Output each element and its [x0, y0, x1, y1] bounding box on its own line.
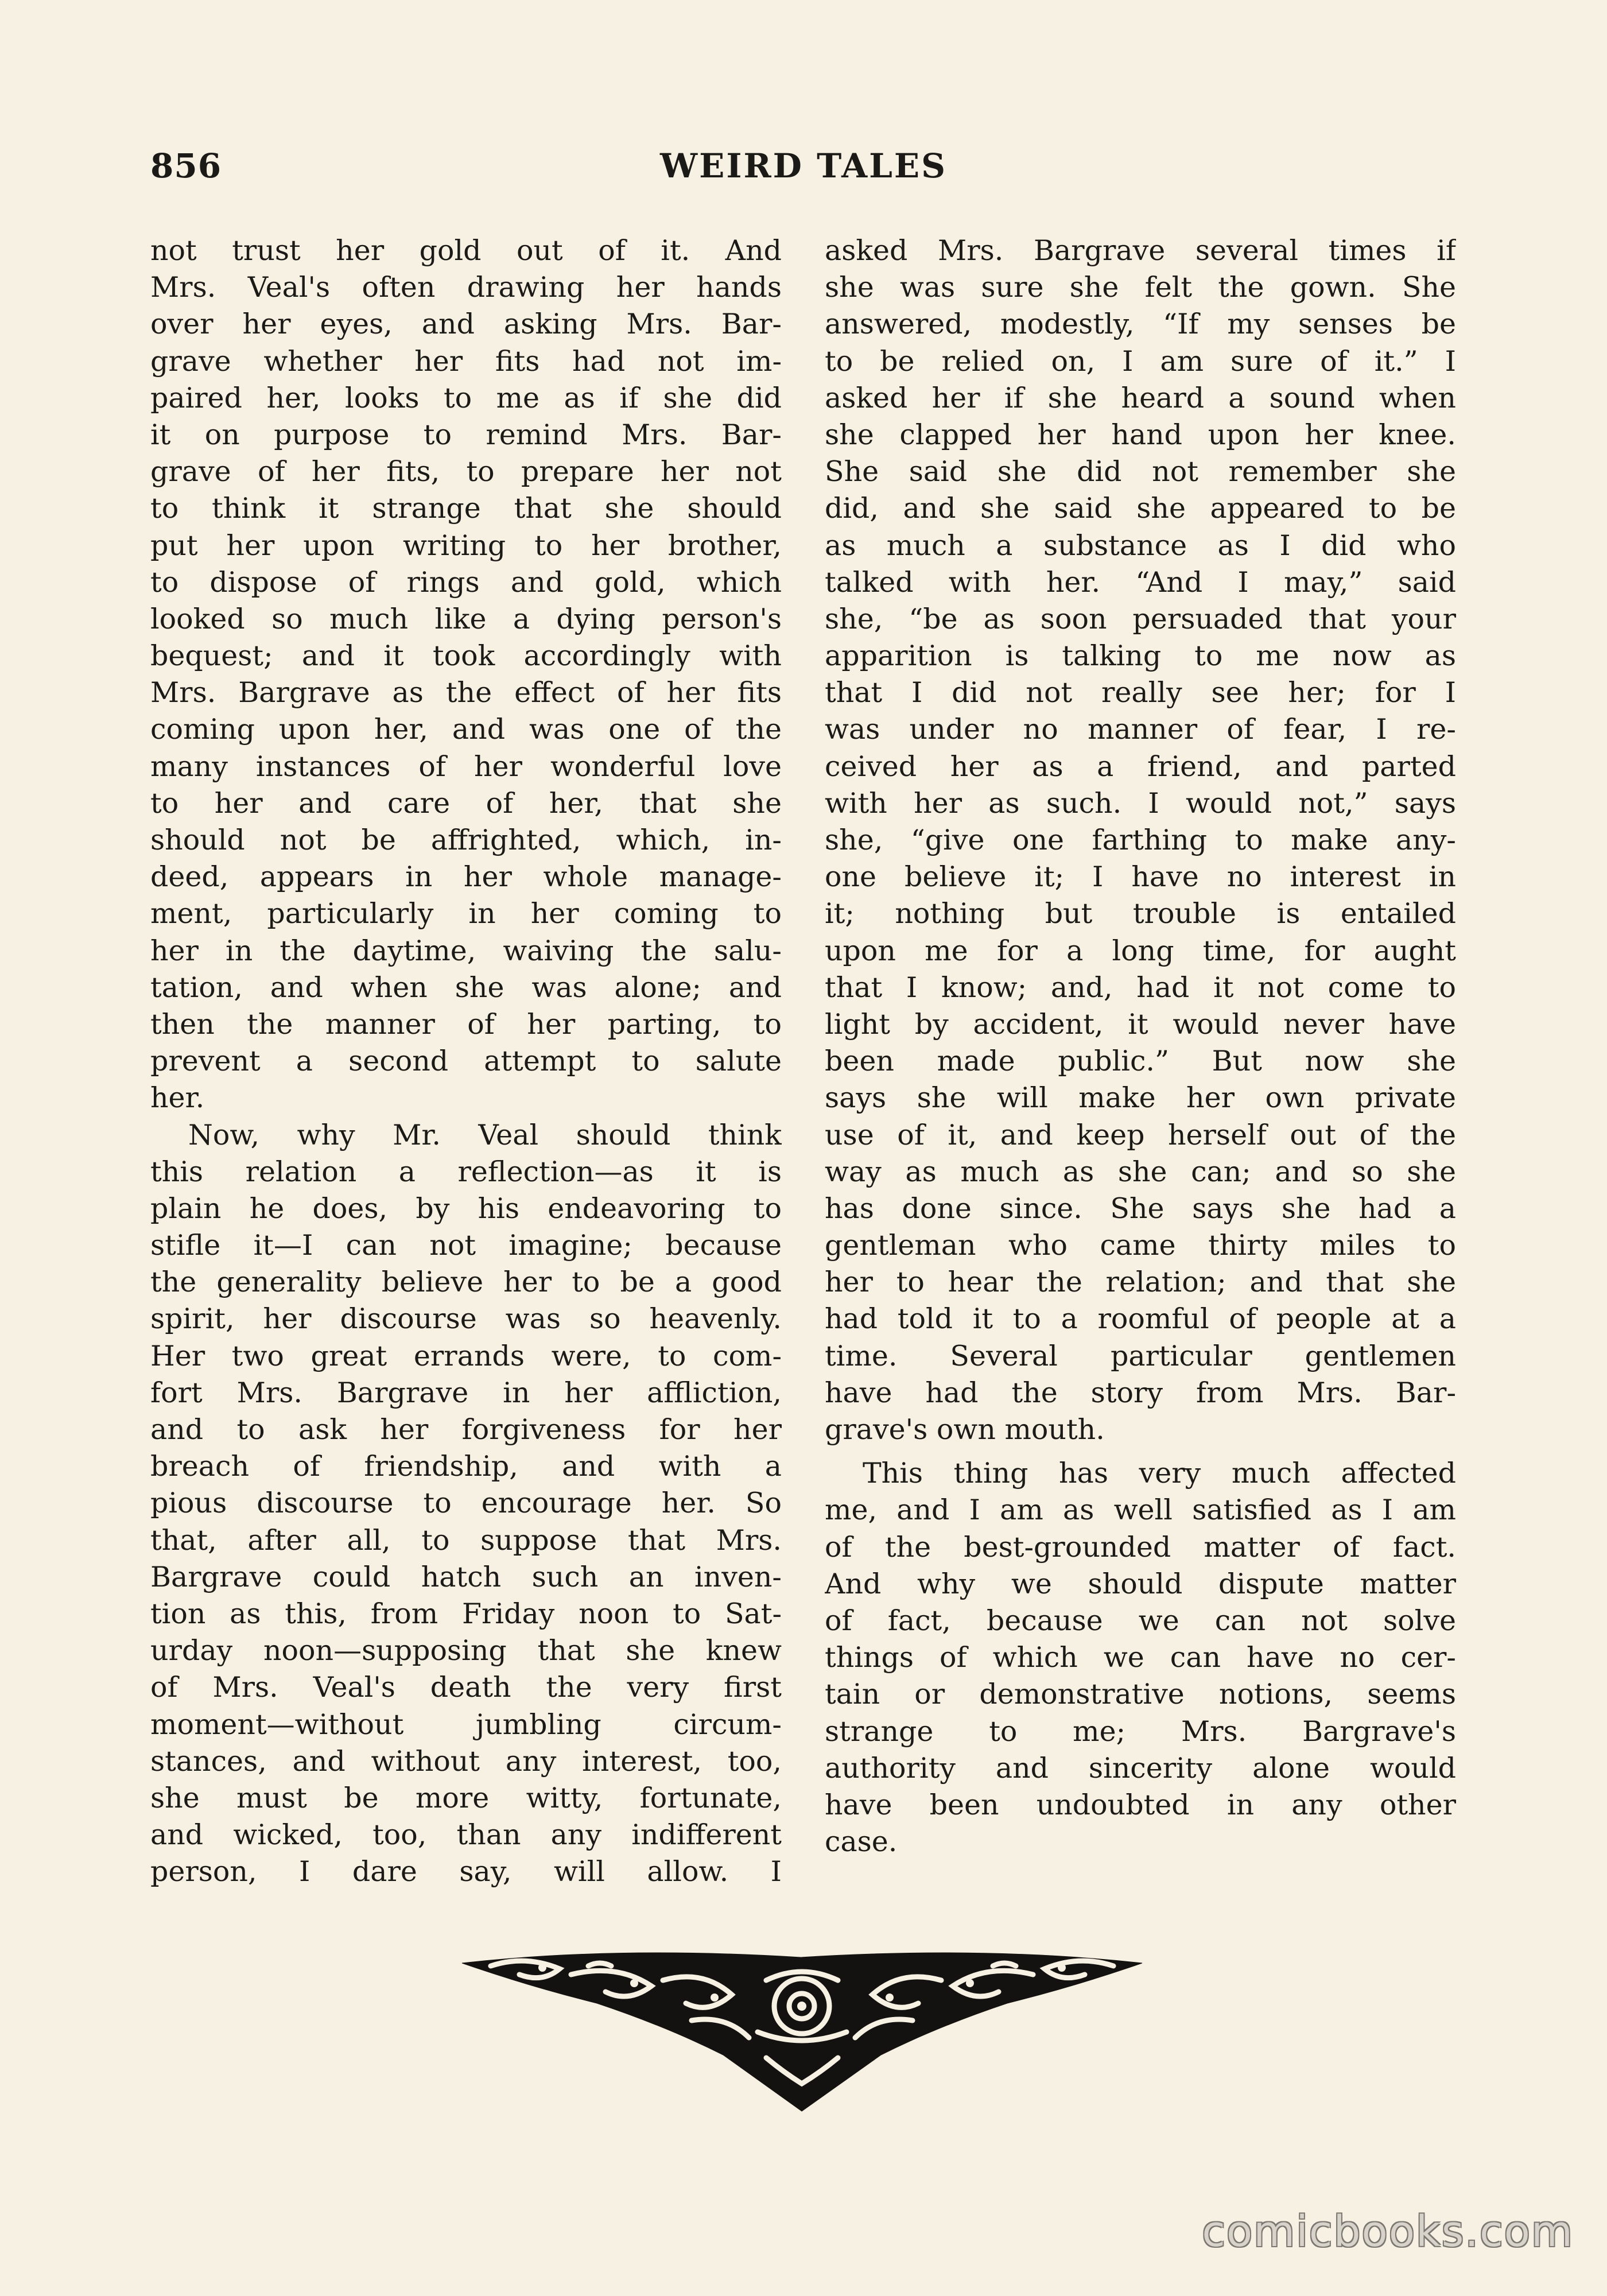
right-column	[825, 232, 1456, 1860]
text-line: grave of her fits, to prepare her not	[150, 455, 782, 488]
text-line: me, and I am as well satisfied as I am	[825, 1494, 1456, 1527]
text-line: tation, and when she was alone; and	[150, 971, 782, 1004]
text-line: Mrs. Veal's often drawing her hands	[150, 271, 782, 304]
text-line: of fact, because we can not solve	[825, 1604, 1456, 1637]
text-line: talked with her. “And I may,” said	[825, 565, 1456, 599]
text-line: case.	[825, 1825, 898, 1859]
text-line: things of which we can have no cer-	[825, 1641, 1456, 1674]
text-line: And why we should dispute matter	[825, 1567, 1456, 1600]
text-line: answered, modestly, “If my senses be	[825, 308, 1456, 341]
text-line: asked her if she heard a sound when	[825, 381, 1456, 414]
text-line: urday noon—supposing that she knew	[150, 1634, 782, 1667]
text-line: coming upon her, and was one of the	[150, 713, 782, 746]
text-line: to her and care of her, that she	[150, 786, 782, 820]
text-line: tain or demonstrative notions, seems	[825, 1678, 1456, 1711]
text-line: stifle it—I can not imagine; because	[150, 1229, 782, 1262]
text-line: did, and she said she appeared to be	[825, 492, 1456, 525]
text-line: deed, appears in her whole manage-	[150, 860, 782, 894]
text-line: and wicked, too, than any indifferent	[150, 1818, 782, 1852]
watermark-text: comicbooks.com	[1202, 2207, 1574, 2256]
text-line: moment—without jumbling circum-	[150, 1708, 782, 1741]
text-line: was under no manner of fear, I re-	[825, 713, 1456, 746]
text-line: use of it, and keep herself out of the	[825, 1118, 1456, 1151]
text-line: she must be more witty, fortunate,	[150, 1781, 782, 1814]
text-line: apparition is talking to me now as	[825, 639, 1456, 673]
text-line: have been undoubted in any other	[825, 1788, 1456, 1821]
text-line: to dispose of rings and gold, which	[150, 565, 782, 599]
text-line: her to hear the relation; and that she	[825, 1266, 1456, 1299]
text-line: breach of friendship, and with a	[150, 1450, 782, 1483]
text-line: should not be affrighted, which, in-	[150, 824, 782, 856]
text-line: to be relied on, I am sure of it.” I	[825, 344, 1456, 378]
text-line: Bargrave could hatch such an inven-	[150, 1560, 782, 1593]
text-line: says she will make her own private	[825, 1081, 1456, 1115]
text-line: that, after all, to suppose that Mrs.	[150, 1523, 782, 1557]
text-line: strange to me; Mrs. Bargrave's	[825, 1715, 1456, 1748]
text-line: paired her, looks to me as if she did	[150, 381, 782, 414]
text-line: the generality believe her to be a good	[150, 1266, 782, 1299]
text-line: not trust her gold out of it. And	[150, 234, 782, 267]
text-line: her.	[150, 1081, 205, 1115]
text-line: put her upon writing to her brother,	[150, 529, 782, 562]
text-line: stances, and without any interest, too,	[150, 1744, 782, 1778]
text-line: of the best-grounded matter of fact.	[825, 1530, 1456, 1564]
text-line: this relation a reflection—as it is	[150, 1155, 782, 1188]
left-column	[150, 232, 782, 1890]
text-line: her in the daytime, waiving the salu-	[150, 934, 782, 967]
text-line: many instances of her wonderful love	[150, 750, 782, 783]
paragraph-gap	[825, 1448, 1456, 1455]
page-number: 856	[150, 146, 222, 185]
floral-tailpiece-icon	[445, 1940, 1159, 2115]
running-title: WEIRD TALES	[659, 146, 948, 185]
text-line: fort Mrs. Bargrave in her affliction,	[150, 1376, 782, 1409]
text-line: she was sure she felt the gown. She	[825, 271, 1456, 304]
text-line: that I know; and, had it not come to	[825, 971, 1456, 1004]
text-line: time. Several particular gentlemen	[825, 1339, 1456, 1372]
text-line: it on purpose to remind Mrs. Bar-	[150, 418, 782, 451]
text-line: she clapped her hand upon her knee.	[825, 418, 1456, 451]
text-line: she, “be as soon persuaded that your	[825, 602, 1456, 635]
text-line: had told it to a roomful of people at a	[825, 1302, 1456, 1336]
text-line: it; nothing but trouble is entailed	[825, 897, 1456, 930]
text-line: grave whether her fits had not im-	[150, 344, 782, 378]
text-line: spirit, her discourse was so heavenly.	[150, 1302, 782, 1336]
text-line: with her as such. I would not,” says	[825, 786, 1456, 820]
text-line: upon me for a long time, for aught	[825, 934, 1456, 967]
text-line: Her two great errands were, to com-	[150, 1339, 782, 1372]
text-line: light by accident, it would never have	[825, 1007, 1456, 1041]
text-line: then the manner of her parting, to	[150, 1007, 782, 1041]
text-line: of Mrs. Veal's death the very first	[150, 1671, 782, 1704]
text-line: been made public.” But now she	[825, 1045, 1456, 1078]
text-line: pious discourse to encourage her. So	[150, 1487, 782, 1520]
text-line: to think it strange that she should	[150, 492, 782, 525]
text-line: plain he does, by his endeavoring to	[150, 1192, 782, 1225]
text-line: she, “give one farthing to make any-	[825, 824, 1456, 856]
text-line: gentleman who came thirty miles to	[825, 1229, 1456, 1262]
paragraph-start-line: Now, why Mr. Veal should think	[188, 1118, 782, 1151]
text-line: ceived her as a friend, and parted	[825, 750, 1456, 783]
text-line: way as much as she can; and so she	[825, 1155, 1456, 1188]
text-line: She said she did not remember she	[825, 455, 1456, 488]
text-line: bequest; and it took accordingly with	[150, 639, 782, 673]
text-line: and to ask her forgiveness for her	[150, 1413, 782, 1446]
text-line: tion as this, from Friday noon to Sat-	[150, 1597, 782, 1630]
text-line: as much a substance as I did who	[825, 529, 1456, 562]
text-line: ment, particularly in her coming to	[150, 897, 782, 930]
text-line: Mrs. Bargrave as the effect of her fits	[150, 676, 782, 709]
text-line: that I did not really see her; for I	[825, 676, 1456, 709]
text-line: asked Mrs. Bargrave several times if	[825, 234, 1456, 267]
text-line: over her eyes, and asking Mrs. Bar-	[150, 308, 782, 341]
text-line: person, I dare say, will allow. I	[150, 1855, 782, 1888]
text-line: prevent a second attempt to salute	[150, 1045, 782, 1078]
text-line: have had the story from Mrs. Bar-	[825, 1376, 1456, 1409]
text-line: has done since. She says she had a	[825, 1192, 1456, 1225]
text-line: looked so much like a dying person's	[150, 602, 782, 635]
text-line: authority and sincerity alone would	[825, 1751, 1456, 1785]
text-line: grave's own mouth.	[825, 1413, 1105, 1446]
text-line: one believe it; I have no interest in	[825, 860, 1456, 894]
paragraph-start-line: This thing has very much affected	[863, 1457, 1456, 1490]
